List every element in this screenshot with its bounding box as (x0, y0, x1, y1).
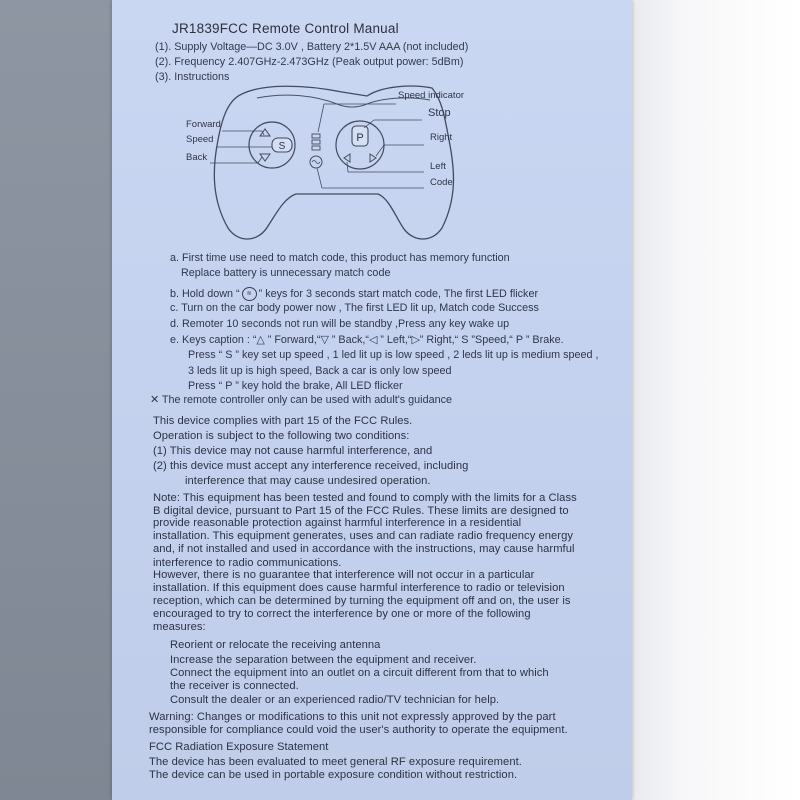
spec-voltage: (1). Supply Voltage—DC 3.0V , Battery 2*1.5V AAA (not included) (155, 41, 469, 53)
speed-led-2 (312, 140, 320, 144)
code-key-icon: ≋ (242, 287, 257, 301)
label-forward: Forward (186, 119, 221, 130)
fcc-condition-2-cont: interference that may cause undesired operation. (185, 475, 431, 487)
fcc-warning-2: responsible for compliance could void the user's authority to operate the equipment. (149, 724, 568, 736)
fcc-conditions: Operation is subject to the following two conditions: (153, 430, 410, 442)
background-surface (632, 0, 800, 800)
fcc-guarantee-1: However, there is no guarantee that interference will not occur in a particular (153, 569, 535, 581)
instruction-a: a. First time use need to match code, this product has memory function (170, 252, 510, 264)
spec-frequency: (2). Frequency 2.407GHz-2.473GHz (Peak output power: 5dBm) (155, 56, 464, 68)
instruction-a-cont: Replace battery is unnecessary match code (181, 267, 391, 279)
adult-guidance-warning: ✕ The remote controller only can be used with adult's guidance (150, 394, 452, 406)
instruction-d: d. Remoter 10 seconds not run will be standby ,Press any key wake up (170, 318, 510, 330)
instruction-e: e. Keys caption : “△ ” Forward,“▽ ” Back,“◁ ” Left,“▷” Right,“ S ”Speed,“ P ” Brake. (170, 334, 564, 346)
label-left: Left (430, 161, 446, 172)
forward-arrow-icon (260, 129, 270, 136)
fcc-guarantee-3: reception, which can be determined by turning the equipment off and on, the user is (153, 595, 571, 607)
label-speed-indicator: Speed indicator (398, 90, 465, 101)
instruction-e-speed: Press “ S ” key set up speed , 1 led lit up is low speed , 2 leds lit up is medium speed , (188, 349, 599, 361)
speed-button-label: S (278, 141, 286, 152)
speed-led-3 (312, 146, 320, 150)
fcc-note-5: and, if not installed and used in accordance with the instructions, may cause harmful (153, 543, 575, 555)
brake-button-label: P (356, 132, 364, 144)
label-right: Right (430, 132, 453, 143)
speed-led-1 (312, 134, 320, 138)
fcc-measure-separation: Increase the separation between the equipment and receiver. (170, 654, 477, 666)
fcc-guarantee-4: encouraged to try to correct the interference by one or more of the following (153, 608, 531, 620)
label-speed: Speed (186, 134, 214, 145)
fcc-condition-1: (1) This device may not cause harmful interference, and (153, 445, 433, 457)
manual-title: JR1839FCC Remote Control Manual (172, 21, 399, 36)
fcc-note-1: Note: This equipment has been tested and found to comply with the limits for a Class (153, 492, 577, 504)
left-arrow-icon (344, 154, 350, 162)
fcc-measure-outlet-cont: the receiver is connected. (170, 680, 299, 692)
label-stop: Stop (428, 107, 451, 119)
instruction-e-brake: Press “ P ” key hold the brake, All LED flicker (188, 380, 403, 392)
fcc-condition-2: (2) this device must accept any interference received, including (153, 460, 469, 472)
controller-outline (214, 86, 453, 239)
fcc-warning-1: Warning: Changes or modifications to this unit not expressly approved by the part (149, 711, 556, 723)
instruction-c: c. Turn on the car body power now , The first LED lit up, Match code Success (170, 302, 539, 314)
label-back: Back (186, 152, 208, 163)
fcc-measure-consult: Consult the dealer or an experienced radio/TV technician for help. (170, 694, 500, 706)
fcc-note-6: interference to radio communications. (153, 557, 342, 569)
fcc-measures: measures: (153, 621, 206, 633)
fcc-rf-heading: FCC Radiation Exposure Statement (149, 741, 329, 753)
fcc-measure-outlet: Connect the equipment into an outlet on a circuit different from that to which (170, 667, 549, 679)
right-arrow-icon (370, 154, 376, 162)
instruction-e-high: 3 leds lit up is high speed, Back a car is only low speed (188, 365, 452, 377)
fcc-note-3: provide reasonable protection against harmful interference in a residential (153, 517, 522, 529)
fcc-rf-line-1: The device has been evaluated to meet general RF exposure requirement. (149, 756, 522, 768)
fcc-part15: This device complies with part 15 of the FCC Rules. (153, 415, 413, 427)
fcc-measure-reorient: Reorient or relocate the receiving antenna (170, 639, 381, 651)
fcc-note-2: B digital device, pursuant to Part 15 of the FCC Rules. These limits are designed to (153, 505, 569, 517)
instruction-b-post: ” keys for 3 seconds start match code, The first LED flicker (258, 287, 539, 300)
instruction-b-pre: b. Hold down “ (170, 287, 240, 300)
spec-instructions: (3). Instructions (155, 71, 230, 83)
manual-page (112, 0, 632, 800)
label-code: Code (430, 177, 453, 188)
fcc-rf-line-2: The device can be used in portable exposure condition without restriction. (149, 769, 518, 781)
instruction-b (170, 287, 538, 301)
fcc-guarantee-2: installation. If this equipment does cause harmful interference to radio or television (153, 582, 565, 594)
fcc-note-4: installation. This equipment generates, uses and can radiate radio frequency energy (153, 530, 574, 542)
